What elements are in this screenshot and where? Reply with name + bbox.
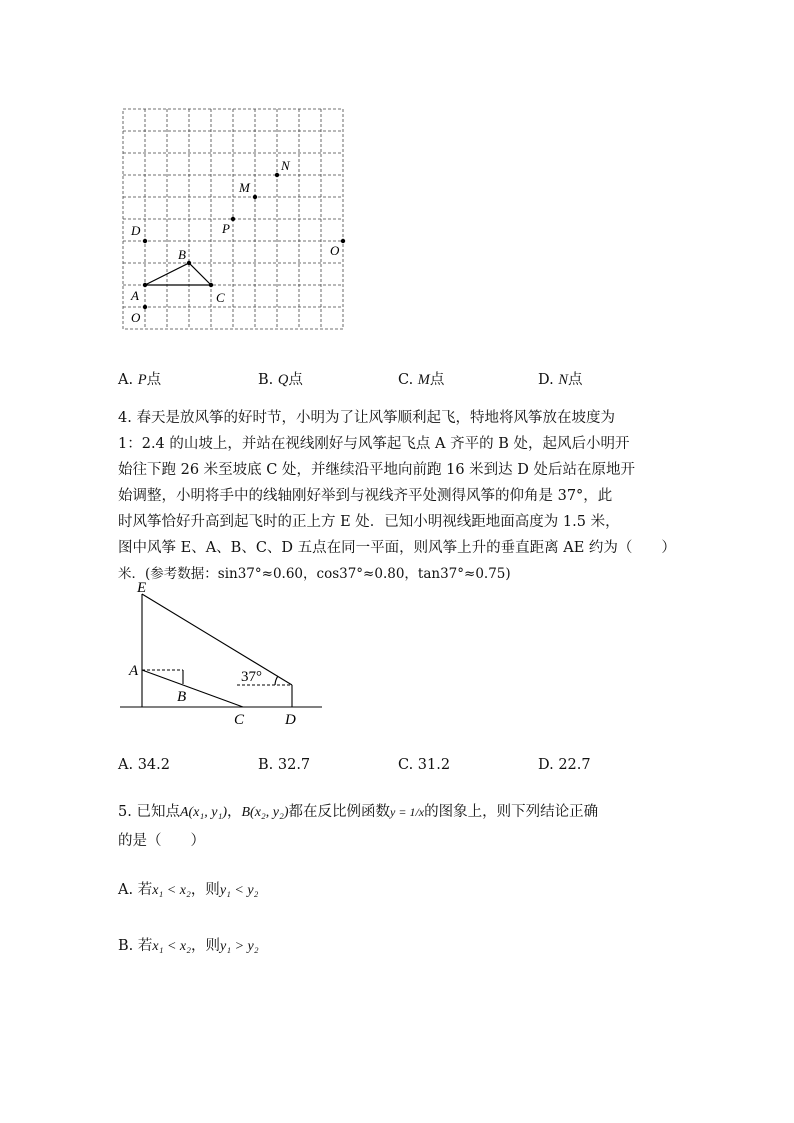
point-d <box>143 239 147 243</box>
point-n <box>275 173 279 177</box>
q5-line-2: 的是（ ） <box>118 833 205 849</box>
label-q: O <box>330 243 340 258</box>
q5-line-1: 5. 已知点A(x₁, y₁)，B(x₂, y₂)都在反比例函数y = 1/x的图象上，则下列结论正确 <box>118 804 599 820</box>
point-m <box>253 195 257 199</box>
function-expr: y = 1/x <box>390 805 425 819</box>
label-b: B <box>177 689 187 705</box>
triangle-abc <box>145 263 211 285</box>
label-d: D <box>285 712 296 728</box>
q3-option-a[interactable]: A. P点 <box>118 372 162 388</box>
angle-label: 37° <box>241 669 262 685</box>
q4-line-3: 始往下跑 26 米至坡底 C 处，并继续沿平地向前跑 16 米到达 D 处后站在原地开 <box>118 462 635 478</box>
label-o: O <box>131 310 141 325</box>
q4-line-1: 4. 春天是放风筝的好时节，小明为了让风筝顺利起飞，特地将风筝放在坡度为 <box>118 410 615 426</box>
point-a <box>143 283 147 287</box>
label-b: B <box>178 247 186 262</box>
label-e: E <box>137 580 147 596</box>
label-n: N <box>281 158 290 173</box>
point-b <box>187 261 191 265</box>
q4-line-5: 时风筝恰好升高到起飞时的正上方 E 处．已知小明视线距地面高度为 1.5 米， <box>118 514 620 530</box>
q4-line-2: 1：2.4 的山坡上，并站在视线刚好与风筝起飞点 A 齐平的 B 处，起风后小明开 <box>118 436 630 452</box>
label-a: A <box>129 663 139 679</box>
grid-figure <box>118 104 350 336</box>
point-o <box>143 305 147 309</box>
q3-option-d[interactable]: D. N点 <box>538 372 583 388</box>
q4-option-c[interactable]: C. 31.2 <box>398 757 451 773</box>
point-c <box>209 283 213 287</box>
label-c: C <box>234 712 245 728</box>
point-q <box>341 239 345 243</box>
point-p <box>231 217 235 221</box>
point-b-expr: B(x₂, y₂) <box>241 805 289 820</box>
q5-option-a[interactable]: A. 若x₁ < x₂，则y₁ < y₂ <box>118 882 259 898</box>
q4-line-4: 始调整，小明将手中的线轴刚好举到与视线齐平处测得风筝的仰角是 37°，此 <box>118 488 613 504</box>
label-c: C <box>216 290 225 305</box>
q4-option-b[interactable]: B. 32.7 <box>258 757 311 773</box>
q4-line-7: 米．(参考数据：sin37°≈0.60，cos37°≈0.80，tan37°≈0.75) <box>118 566 511 582</box>
segment-ed <box>142 594 292 685</box>
q4-option-a[interactable]: A. 34.2 <box>118 757 170 773</box>
point-a-expr: A(x₁, y₁) <box>179 805 227 820</box>
angle-arc <box>275 676 278 685</box>
q5-option-b[interactable]: B. 若x₁ < x₂，则y₁ > y₂ <box>118 938 259 954</box>
label-p: P <box>222 221 230 236</box>
q4-line-6: 图中风筝 E、A、B、C、D 五点在同一平面，则风筝上升的垂直距离 AE 约为（ ） <box>118 540 676 556</box>
q3-option-c[interactable]: C. M点 <box>398 372 445 388</box>
label-m: M <box>239 180 250 195</box>
q4-option-d[interactable]: D. 22.7 <box>538 757 591 773</box>
segment-ac <box>142 670 243 707</box>
label-a: A <box>131 288 139 303</box>
label-d: D <box>131 223 141 238</box>
q3-option-b[interactable]: B. Q点 <box>258 372 303 388</box>
kite-figure <box>115 578 330 728</box>
